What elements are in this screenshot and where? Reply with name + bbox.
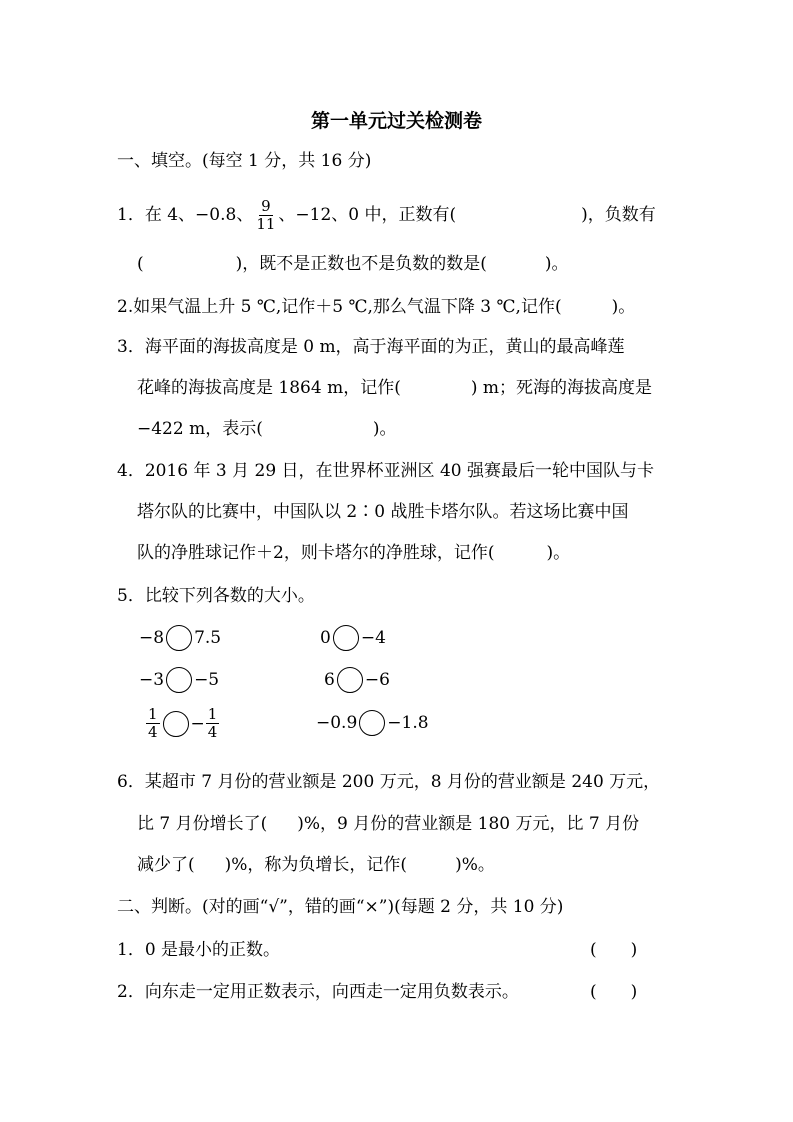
q6-line3: 减少了( )%，称为负增长，记作( )%。 <box>137 855 495 875</box>
q5-prompt: 5．比较下列各数的大小。 <box>117 586 315 606</box>
compare-item: $\frac{1}{4}$ − $\frac{1}{4}$ <box>148 705 218 741</box>
judge-answer-box[interactable]: ( ) <box>590 982 638 1002</box>
compare-circle[interactable] <box>163 711 189 737</box>
judge-item: 1．0 是最小的正数。 <box>117 940 281 960</box>
compare-item: 6 −6 <box>324 667 390 693</box>
fraction-1-4: $\frac{1}{4}$ <box>207 705 218 741</box>
section2-heading: 二、判断。(对的画“√”，错的画“×”)(每题 2 分，共 10 分) <box>117 897 564 917</box>
q3-line1: 3．海平面的海拔高度是 0 m，高于海平面的为正，黄山的最高峰莲 <box>117 337 625 357</box>
q4-line1: 4．2016 年 3 月 29 日，在世界杯亚洲区 40 强赛最后一轮中国队与卡 <box>117 461 654 481</box>
q3-line3: −422 m，表示( )。 <box>137 419 397 439</box>
compare-circle[interactable] <box>337 667 363 693</box>
q1-line1: 1．在 4、−0.8、 $\frac{9}{11}$ 、−12、0 中，正数有( )，负数有 <box>117 197 656 233</box>
compare-circle[interactable] <box>333 625 359 651</box>
q6-line1: 6．某超市 7 月份的营业额是 200 万元，8 月份的营业额是 240 万元， <box>117 772 661 792</box>
judge-answer-box[interactable]: ( ) <box>590 940 638 960</box>
fraction-9-11: $\frac{9}{11}$ <box>256 197 276 233</box>
page-title: 第一单元过关检测卷 <box>310 110 482 132</box>
compare-circle[interactable] <box>166 625 192 651</box>
judge-item: 2．向东走一定用正数表示，向西走一定用负数表示。 <box>117 982 519 1002</box>
compare-item: 0 −4 <box>320 625 386 651</box>
q1-line2: ( )，既不是正数也不是负数的数是( )。 <box>137 254 569 274</box>
q4-line2: 塔尔队的比赛中，中国队以 2∶0 战胜卡塔尔队。若这场比赛中国 <box>137 502 629 522</box>
section1-heading: 一、填空。(每空 1 分，共 16 分) <box>117 151 372 171</box>
compare-item: −0.9 −1.8 <box>316 710 429 736</box>
q3-line2: 花峰的海拔高度是 1864 m，记作( ) m；死海的海拔高度是 <box>137 378 652 398</box>
q4-line3: 队的净胜球记作＋2，则卡塔尔的净胜球，记作( )。 <box>137 543 571 563</box>
compare-item: −3 −5 <box>139 667 219 693</box>
compare-circle[interactable] <box>359 710 385 736</box>
q6-line2: 比 7 月份增长了( )%，9 月份的营业额是 180 万元，比 7 月份 <box>137 814 640 834</box>
fraction-1-4: $\frac{1}{4}$ <box>148 705 158 741</box>
compare-item: −8 7.5 <box>139 625 221 651</box>
compare-circle[interactable] <box>166 667 192 693</box>
q2-line: 2.如果气温上升 5 ℃,记作＋5 ℃,那么气温下降 3 ℃,记作( )。 <box>117 297 636 317</box>
